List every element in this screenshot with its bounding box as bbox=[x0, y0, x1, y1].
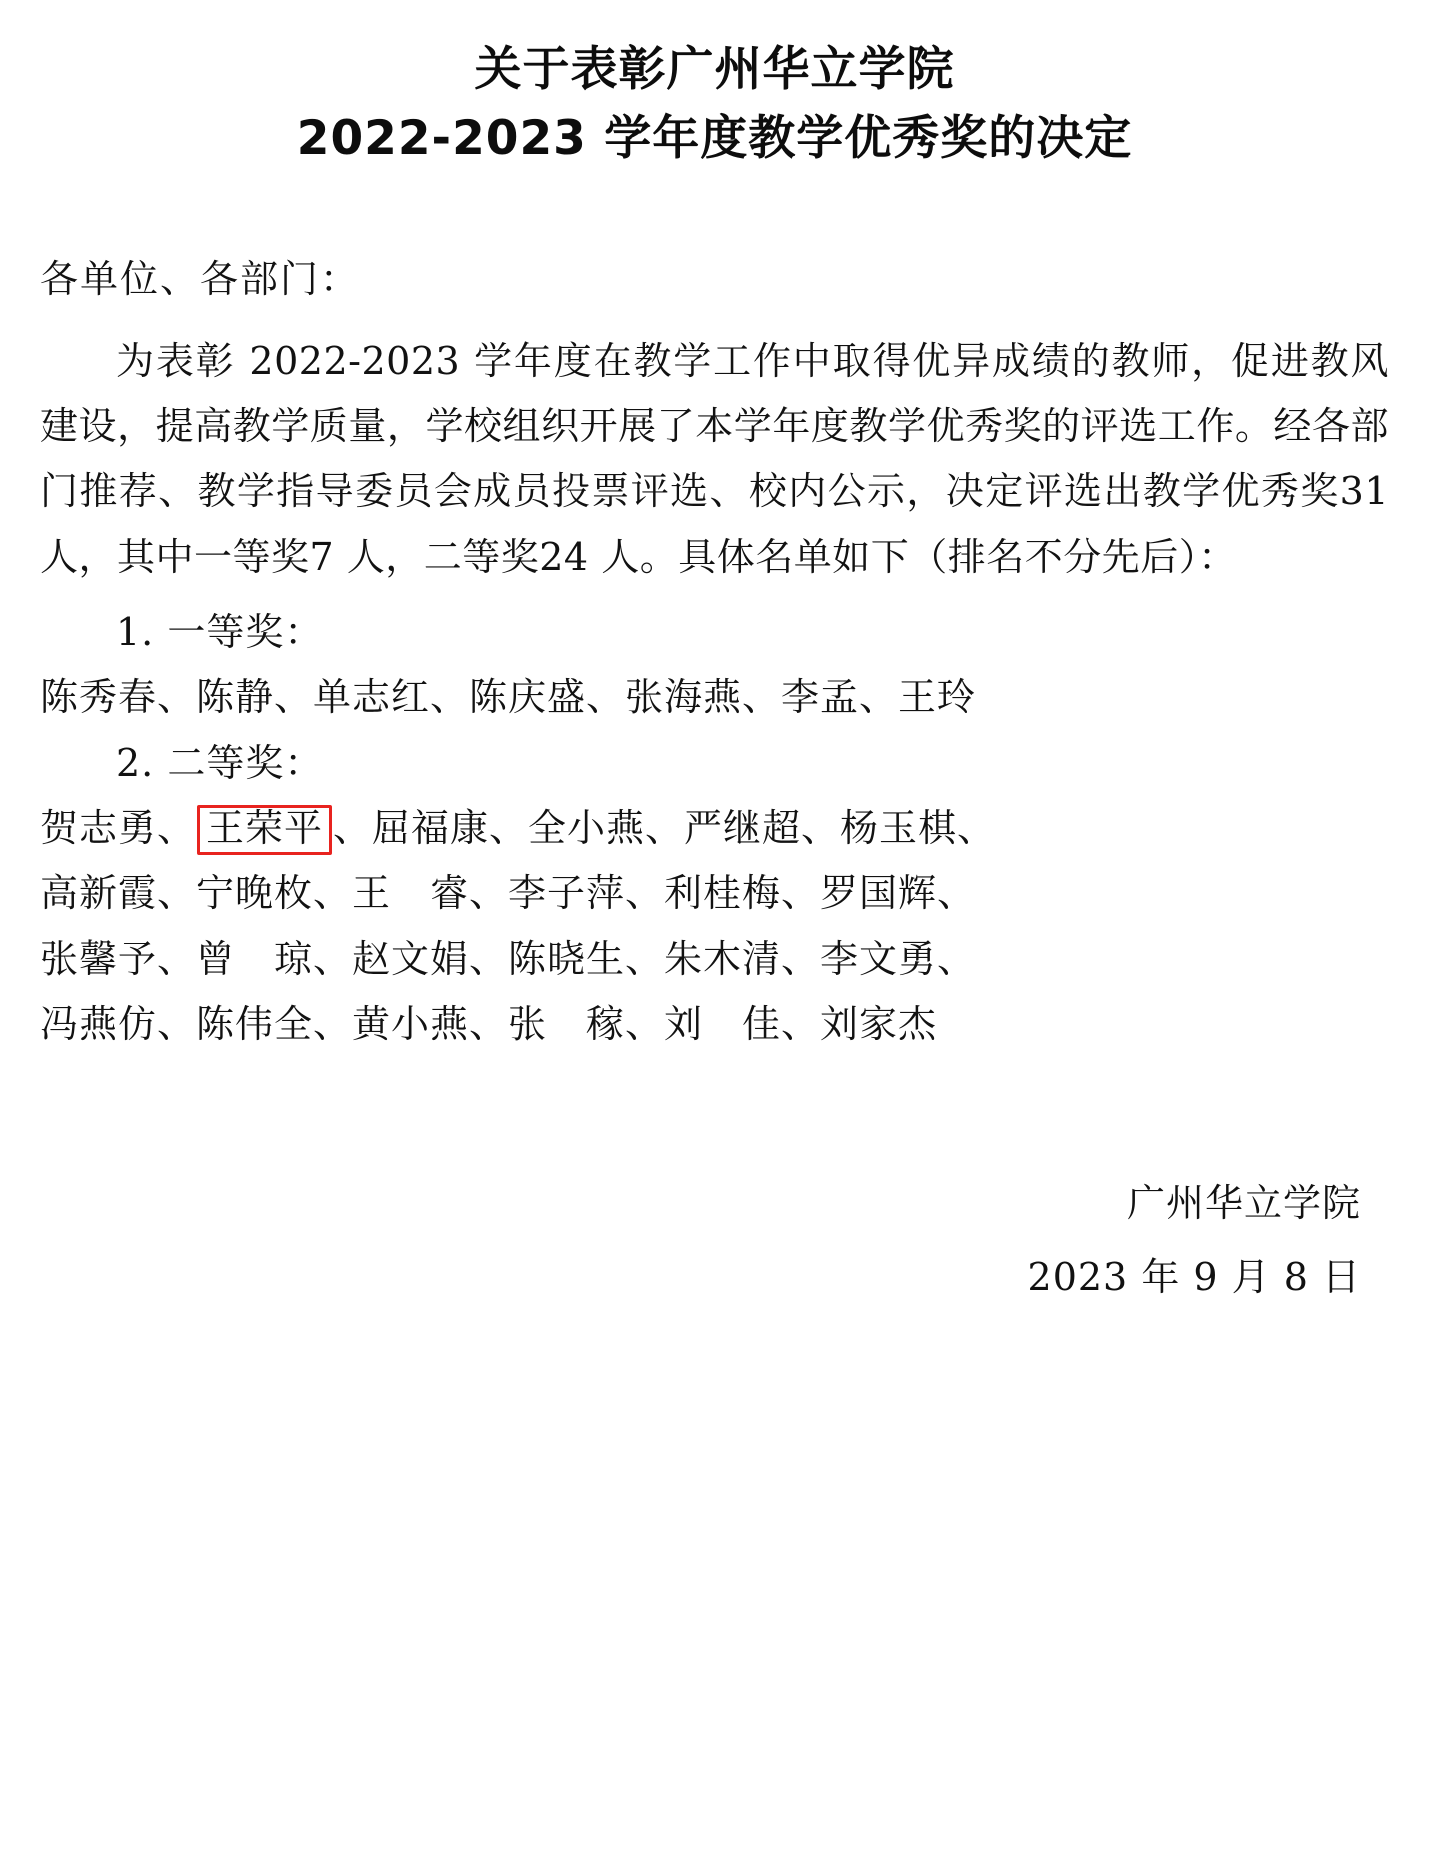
second-prize-heading: 2. 二等奖： bbox=[116, 740, 324, 785]
intro-paragraph: 为表彰 2022-2023 学年度在教学工作中取得优异成绩的教师，促进教风建设，提高教学质量，学校组织开展了本学年度教学优秀奖的评选工作。经各部门推荐、教学指导委员会成员投票评选、校内公示，决定评选出教学优秀奖31 人，其中一等奖7 人，二等奖24 人。具体名单如下（排名不分先后）： bbox=[40, 338, 1389, 579]
signature-date: 2023 年 9 月 8 日 bbox=[1027, 1254, 1361, 1299]
salutation: 各单位、各部门： bbox=[40, 257, 361, 302]
second-prize-names-line-4: 冯燕仿、陈伟全、黄小燕、张 稼、刘 佳、刘家杰 bbox=[40, 1002, 938, 1047]
names-segment-after-highlight: 、屈福康、全小燕、严继超、杨玉棋、 bbox=[333, 806, 997, 851]
second-prize-names-line-1 bbox=[40, 796, 1389, 861]
highlighted-name: 王荣平 bbox=[197, 805, 332, 855]
second-prize-names-line-2: 高新霞、宁晚枚、王 睿、李子萍、利桂梅、罗国辉、 bbox=[40, 871, 977, 916]
first-prize-names: 陈秀春、陈静、单志红、陈庆盛、张海燕、李孟、王玲 bbox=[40, 675, 977, 720]
title-line-1: 关于表彰广州华立学院 bbox=[474, 42, 955, 97]
document-body bbox=[40, 247, 1389, 1057]
signature-block bbox=[40, 1166, 1389, 1314]
signature-organization: 广州华立学院 bbox=[1126, 1180, 1361, 1225]
document-title bbox=[40, 36, 1389, 173]
second-prize-names-line-3: 张馨予、曾 琼、赵文娟、陈晓生、朱木清、李文勇、 bbox=[40, 936, 977, 981]
title-line-2: 2022-2023 学年度教学优秀奖的决定 bbox=[296, 110, 1133, 166]
names-segment-before-highlight: 贺志勇、 bbox=[40, 806, 197, 851]
first-prize-heading: 1. 一等奖： bbox=[116, 610, 324, 655]
